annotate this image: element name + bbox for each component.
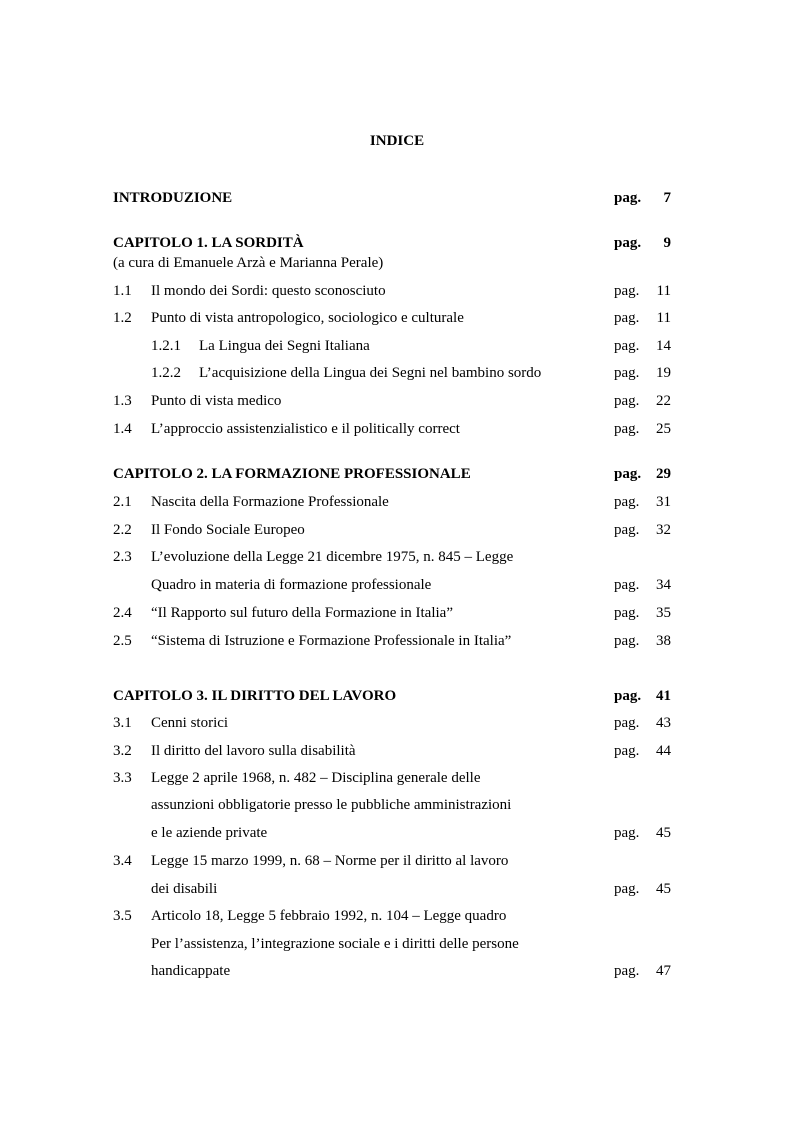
entry-title: La Lingua dei Segni Italiana <box>199 338 370 354</box>
toc-entry <box>0 391 794 411</box>
entry-title: handicappate <box>151 963 231 979</box>
entry-number: 2.3 <box>113 549 132 565</box>
toc-entry <box>0 603 794 623</box>
toc-entry <box>0 419 794 439</box>
chapter-entry <box>0 686 794 706</box>
entry-title: Il diritto del lavoro sulla disabilità <box>151 743 356 759</box>
entry-number: 1.3 <box>113 393 132 409</box>
entry-number: 1.4 <box>113 421 132 437</box>
page-number: 19 <box>656 365 671 381</box>
entry-number: 3.5 <box>113 908 132 924</box>
entry-number: 3.1 <box>113 715 132 731</box>
page-label: pag. <box>614 577 640 593</box>
page-number: 45 <box>656 881 671 897</box>
page-label: pag. <box>614 235 642 251</box>
entry-title: Nascita della Formazione Professionale <box>151 494 389 510</box>
page-number: 25 <box>656 421 671 437</box>
page-label: pag. <box>614 494 640 510</box>
entry-number: 2.1 <box>113 494 132 510</box>
subsection-entry <box>0 363 794 383</box>
toc-entry <box>0 823 794 843</box>
page-number: 47 <box>656 963 671 979</box>
chapter-entry <box>0 464 794 484</box>
page-number: 41 <box>656 688 671 704</box>
page-title: INDICE <box>369 133 425 149</box>
entry-number: 2.2 <box>113 522 132 538</box>
entry-title: Quadro in materia di formazione professionale <box>151 577 432 593</box>
entry-title: INTRODUZIONE <box>113 190 233 206</box>
toc-entry <box>0 547 794 567</box>
entry-title: Il mondo dei Sordi: questo sconosciuto <box>151 283 386 299</box>
page-label: pag. <box>614 310 640 326</box>
entry-number: 1.2.2 <box>151 365 181 381</box>
page-number: 14 <box>656 338 671 354</box>
page-number: 32 <box>656 522 671 538</box>
page-number: 45 <box>656 825 671 841</box>
page-label: pag. <box>614 688 642 704</box>
entry-number: 3.3 <box>113 770 132 786</box>
entry-title: L’approccio assistenzialistico e il politically correct <box>151 421 460 437</box>
entry-number: 2.4 <box>113 605 132 621</box>
chapter-entry <box>0 188 794 208</box>
toc-entry <box>0 575 794 595</box>
entry-title: Punto di vista medico <box>151 393 282 409</box>
toc-entry <box>0 961 794 981</box>
entry-number: 1.2.1 <box>151 338 181 354</box>
page-label: pag. <box>614 393 640 409</box>
page-label: pag. <box>614 283 640 299</box>
page-number: 44 <box>656 743 671 759</box>
entry-title: CAPITOLO 2. LA FORMAZIONE PROFESSIONALE <box>113 466 471 482</box>
page-number: 9 <box>663 235 671 251</box>
page-label: pag. <box>614 522 640 538</box>
entry-title: e le aziende private <box>151 825 268 841</box>
page-label: pag. <box>614 365 640 381</box>
entry-title: Il Fondo Sociale Europeo <box>151 522 305 538</box>
toc-entry <box>0 906 794 926</box>
page-label: pag. <box>614 743 640 759</box>
page-number: 22 <box>656 393 671 409</box>
page-label: pag. <box>614 605 640 621</box>
subsection-entry <box>0 336 794 356</box>
toc-entry <box>0 879 794 899</box>
page-number: 29 <box>656 466 671 482</box>
page-label: pag. <box>614 633 640 649</box>
entry-number: 2.5 <box>113 633 132 649</box>
page-label: pag. <box>614 715 640 731</box>
entry-title: Punto di vista antropologico, sociologico e culturale <box>151 310 464 326</box>
toc-entry <box>0 253 794 273</box>
page-label: pag. <box>614 825 640 841</box>
entry-title: assunzioni obbligatorie presso le pubbliche amministrazioni <box>151 797 512 813</box>
toc-entry <box>0 795 794 815</box>
entry-title: dei disabili <box>151 881 218 897</box>
page-number: 11 <box>656 283 671 299</box>
page-label: pag. <box>614 190 642 206</box>
toc-entry <box>0 281 794 301</box>
page-label: pag. <box>614 338 640 354</box>
entry-title: “Il Rapporto sul futuro della Formazione in Italia” <box>151 605 453 621</box>
toc-entry <box>0 768 794 788</box>
entry-title: Legge 2 aprile 1968, n. 482 – Disciplina generale delle <box>151 770 481 786</box>
entry-title: Legge 15 marzo 1999, n. 68 – Norme per il diritto al lavoro <box>151 853 509 869</box>
page-number: 43 <box>656 715 671 731</box>
entry-number: 1.2 <box>113 310 132 326</box>
toc-entry <box>0 492 794 512</box>
toc-entry <box>0 741 794 761</box>
toc-entry <box>0 851 794 871</box>
page-label: pag. <box>614 963 640 979</box>
page-number: 11 <box>656 310 671 326</box>
toc-entry <box>0 308 794 328</box>
toc-entry <box>0 520 794 540</box>
entry-number: 3.2 <box>113 743 132 759</box>
chapter-entry <box>0 233 794 253</box>
entry-title: CAPITOLO 1. LA SORDITÀ <box>113 235 304 251</box>
toc-entry <box>0 713 794 733</box>
entry-number: 1.1 <box>113 283 132 299</box>
toc-entry <box>0 631 794 651</box>
page-number: 31 <box>656 494 671 510</box>
entry-title: L’evoluzione della Legge 21 dicembre 1975, n. 845 – Legge <box>151 549 514 565</box>
page-number: 7 <box>663 190 671 206</box>
page-label: pag. <box>614 421 640 437</box>
page-number: 34 <box>656 577 671 593</box>
entry-title: CAPITOLO 3. IL DIRITTO DEL LAVORO <box>113 688 397 704</box>
toc-entry <box>0 934 794 954</box>
page-number: 35 <box>656 605 671 621</box>
entry-number: 3.4 <box>113 853 132 869</box>
entry-title: (a cura di Emanuele Arzà e Marianna Perale) <box>113 255 384 271</box>
entry-title: “Sistema di Istruzione e Formazione Professionale in Italia” <box>151 633 512 649</box>
entry-title: Cenni storici <box>151 715 229 731</box>
entry-title: Per l’assistenza, l’integrazione sociale e i diritti delle persone <box>151 936 519 952</box>
page-number: 38 <box>656 633 671 649</box>
entry-title: Articolo 18, Legge 5 febbraio 1992, n. 104 – Legge quadro <box>151 908 507 924</box>
page-label: pag. <box>614 881 640 897</box>
entry-title: L’acquisizione della Lingua dei Segni nel bambino sordo <box>199 365 542 381</box>
page-label: pag. <box>614 466 642 482</box>
